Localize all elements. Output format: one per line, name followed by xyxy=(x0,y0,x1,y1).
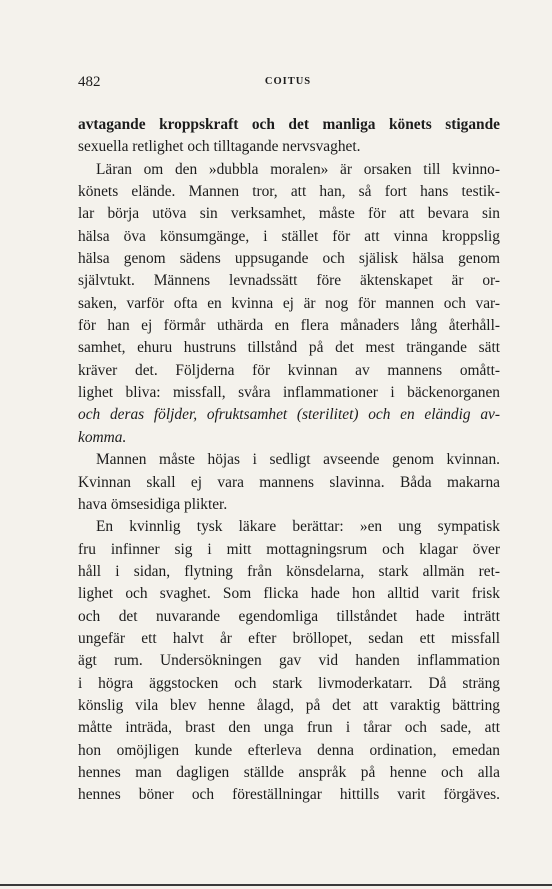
body-text xyxy=(78,114,500,807)
text-line: Läran om den »dubbla moralen» är orsaken till kvinno- xyxy=(96,160,500,178)
text-line: saken, varför ofta en kvinna ej är nog för mannen och var- xyxy=(78,294,500,312)
text-line: hava ömsesidiga plikter. xyxy=(78,495,228,513)
text-line: ägt rum. Undersökningen gav vid handen inflammation xyxy=(78,652,500,670)
text-line: könets elände. Mannen tror, att han, så fort hans testik- xyxy=(78,183,500,201)
text-line: hennes man dagligen ställde anspråk på henne och alla xyxy=(78,763,500,781)
page-bottom-edge xyxy=(0,884,552,886)
text-line: hennes böner och föreställningar hittills varit förgäves. xyxy=(78,786,500,804)
text-line: sexuella retlighet och tilltagande nervsvaghet. xyxy=(78,138,361,156)
text-line: självtukt. Männens levnadssätt före äktenskapet är or- xyxy=(78,272,500,290)
text-line: kräver det. Följderna för kvinnan av mannens omått- xyxy=(78,361,500,379)
text-line: Mannen måste höjas i sedligt avseende genom kvinnan. xyxy=(96,451,500,469)
page-header xyxy=(78,74,498,96)
text-line: hon omöjligen kunde efterleva denna ordination, emedan xyxy=(78,741,500,759)
text-line: hälsa genom sädens uppsugande och själisk hälsa genom xyxy=(78,250,500,268)
text-line: En kvinnlig tysk läkare berättar: »en ung sympatisk xyxy=(96,518,500,536)
text-line: ungefär ett halvt år efter bröllopet, sedan ett missfall xyxy=(78,629,500,647)
text-line: måtte inträda, brast den unga frun i tårar och sade, att xyxy=(78,719,500,737)
text-line: könslig vila blev henne ålagd, på det att varaktig bättring xyxy=(78,696,500,714)
text-line: Kvinnan skall ej vara mannens slavinna. Båda makarna xyxy=(78,473,500,491)
text-line: fru infinner sig i mitt mottagningsrum och klagar över xyxy=(78,540,500,558)
running-head: COITUS xyxy=(264,76,312,87)
page-number: 482 xyxy=(78,74,101,90)
text-line: lar börja utöva sin verksamhet, måste för att bevara sin xyxy=(78,205,500,223)
text-line: lighet bliva: missfall, svåra inflammationer i bäckenorganen xyxy=(78,384,500,402)
text-line: samhet, ehuru hustruns tillstånd på det mest trängande sätt xyxy=(78,339,500,357)
text-line: komma. xyxy=(78,428,127,446)
text-line: avtagande kroppskraft och det manliga könets stigande xyxy=(78,116,500,133)
text-line: hälsa öva könsumgänge, i stället för att vinna kroppslig xyxy=(78,227,500,245)
text-line: och deras följder, ofruktsamhet (sterilitet) och en eländig av- xyxy=(78,406,500,424)
text-line: i högra äggstocken och stark livmoderkatarr. Då sträng xyxy=(78,674,500,692)
text-line: för han ej förmår uthärda en flera månaders lång återhåll- xyxy=(78,317,500,335)
text-line: och det nuvarande egendomliga tillståndet hade inträtt xyxy=(78,607,500,625)
text-line: håll i sidan, flytning från könsdelarna, stark allmän ret- xyxy=(78,562,500,580)
text-line: lighet och svaghet. Som flicka hade hon alltid varit frisk xyxy=(78,585,500,603)
